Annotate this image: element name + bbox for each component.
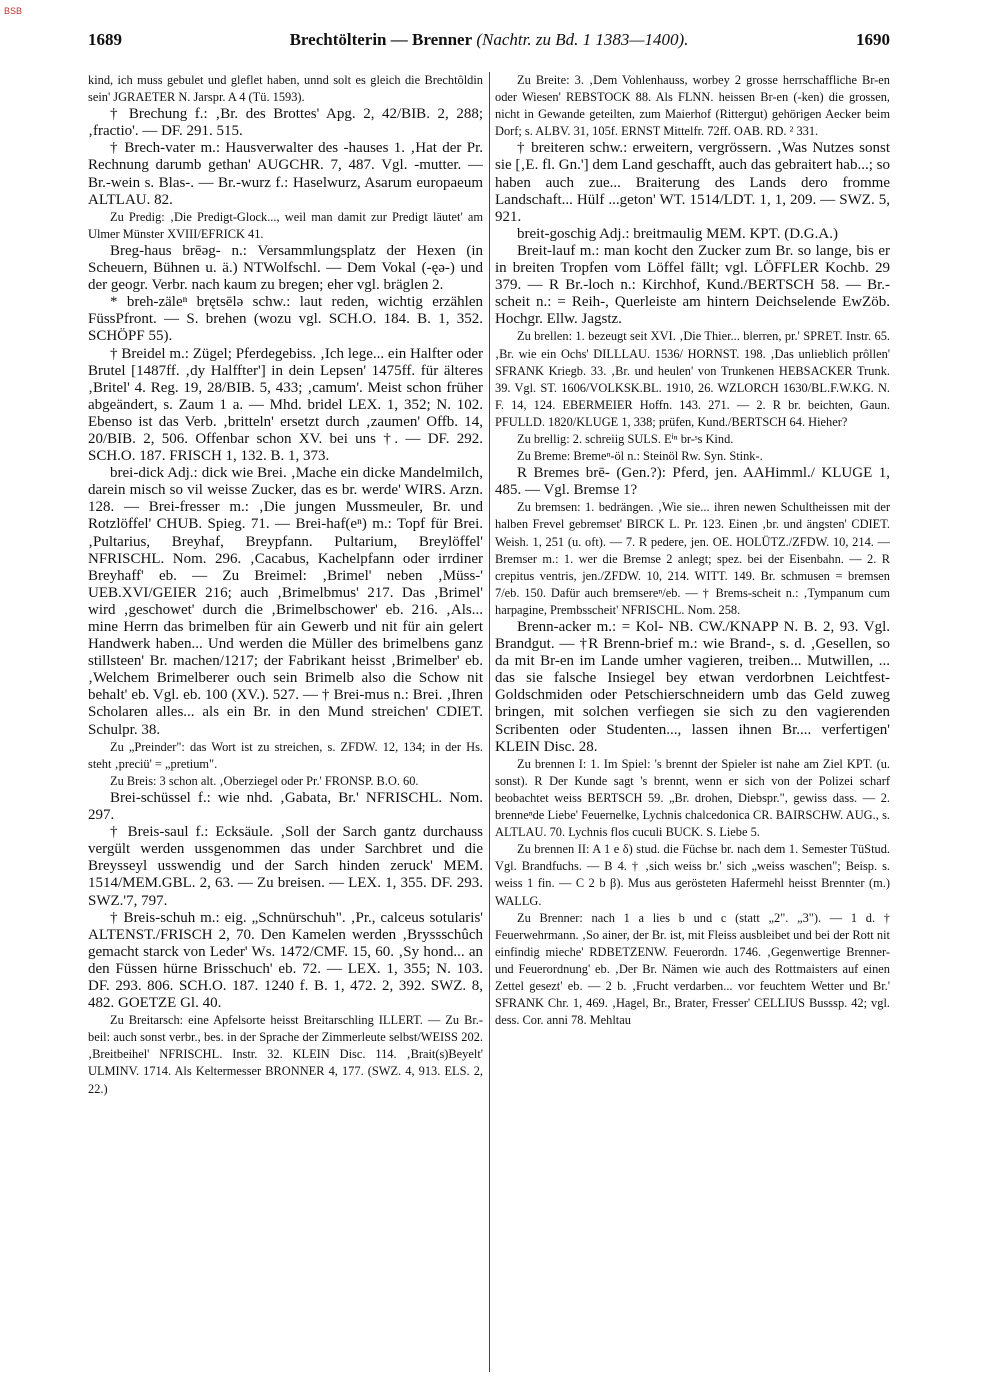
dictionary-entry: Zu brellen: 1. bezeugt seit XVI. ‚Die Thier... blerren, pr.' SPRET. Instr. 65. ‚Br. wie ein Ochs' DILLLAU. 1536/ HORNST. 198. ‚Das unlieblich prôllen' SFRANK Kriegb. 33. ‚Br. und heulen' von Trunkenen HEBSACKER Trunk. 39. Vgl. ST. 1606/VOLKSK.BL. 1910, 26. WZLORCH 1630/BL.F.W.KG. N. F. 14, 124. EBERMEIER Hoffn. 143. 271. — 2. R br. beichten, Gaun. PFULLD. 1820/KLUGE 1, 338; prüfen, Kund./BERTSCH 64. Hieher? <box>495 329 890 429</box>
dictionary-entry: Zu Breite: 3. ‚Dem Vohlenhauss, worbey 2 grosse herrschaffliche Br-en oder Wiesen' REBSTOCK 88. Als FLNN. heissen Br-en (-ken) die grossen, nicht in Gewande geteilten, zum Maierhof (Rittergut) gehörigen Aecker beim Dorf; s. ALBV. 31, 105f. ERNST Mittelfr. 72ff. OAB. RD. ² 331. <box>495 73 890 139</box>
dictionary-entry: kind, ich muss gebulet und gleflet haben, unnd solt es gleich die Brechtôldin sein' JGRAETER N. Jarspr. A 4 (Tü. 1593). <box>88 73 483 105</box>
dictionary-entry: † Brech-vater m.: Hausverwalter des -hauses 1. ‚Hat der Pr. Rechnung darumb gethan' AUGCHR. 7, 487. Vgl. -mutter. — Br.-wein s. Blas-. — Br.-wurz f.: Haselwurz, Asarum europaeum ALTLAU. 82. <box>88 140 483 208</box>
dictionary-entry: Zu Breis: 3 schon alt. ‚Oberziegel oder Pr.' FRONSP. B.O. 60. <box>110 773 419 788</box>
page-number-right: 1690 <box>856 30 890 49</box>
dictionary-entry: * breh-zäleⁿ brętsēlə schw.: laut reden, wichtig erzählen FüssPfront. — S. brehen (wozu vgl. SCH.O. 184. B. 1, 352. SCHÖPF 55). <box>88 294 483 345</box>
library-watermark: BSB <box>4 6 23 16</box>
dictionary-entry: breit-goschig Adj.: breitmaulig MEM. KPT. (D.G.A.) <box>517 225 838 242</box>
dictionary-entry: † breiteren schw.: erweitern, vergrössern. ‚Was Nutzes sonst sie [‚E. fl. Gn.'] dem Land geschafft, auch das gebraitert hab...; so haben auch zue... Braiterung des Lands dero fromme Landschaft... Hülf ...geton' WT. 1514/LDT. 1, 1, 209. — SWZ. 5, 921. <box>495 140 890 225</box>
dictionary-entry: † Brechung f.: ‚Br. des Brottes' Apg. 2, 42/BIB. 2, 288; ‚fractio'. — DF. 291. 515. <box>88 106 483 140</box>
left-column <box>88 72 483 1387</box>
dictionary-entry: Brenn-acker m.: = Kol- NB. CW./KNAPP N. B. 2, 93. Vgl. Brandgut. — †R Brenn-brief m.: wie Brand-, s. d. ‚Gesellen, so da mit Br-en im Lande umher vagieren, treiben... Mutwillen, ... das sie falsche Insiegel bey etwan verdorbnen Leichtfest-Goldschmiden oder Petschierschneidern umb das Geld zuweg bringen, mit solchen verfiegen sie sich zu den vagierenden Scribenten oder Studenten..., lassen ihnen Br.... verfertigen' KLEIN Disc. 28. <box>495 619 890 755</box>
dictionary-entry: † Breis-saul f.: Ecksäule. ‚Soll der Sarch gantz durchauss vergült werden ussgenommen das under Sarchbret und die Breysseyl usswendig und der Sarch hinden zeruck' MEM. 1514/MEM.GBL. 2, 63. — Zu breisen. — LEX. 1, 355. DF. 293. SWZ.'7, 797. <box>88 824 483 909</box>
dictionary-entry: brei-dick Adj.: dick wie Brei. ‚Mache ein dicke Mandelmilch, darein misch so vil weisse Zucker, das es br. werde' WIRS. Arzn. 128. — Brei-fresser m.: ‚Die jungen Mussmeuler, Br. und Rotzlöffel' CHUB. Spieg. 71. — Brei-haf(eⁿ) m.: Topf für Brei. ‚Pultarius, Breyhaf, Breypfann. Pultarium, Breylöffel' NFRISCHL. Nom. 296. ‚Cacabus, Kachelpfann oder irrdiner Breyhaff' eb. — Zu Breimel: ‚Brimel' neben ‚Müss-' UEB.XVI/GEIER 216; auch ‚Brimelbmus' 217. Das ‚Brimel' wird ‚geschowet' durch die ‚Brimelbschower' eb. 216. ‚Als... mine Herrn das brimelben für ain Gewerb und nit für ain gelert Handwerk haben... Und werden die Müller des brimelbens ganz stillsteen' Br. machen/1217; der Fabrikant heisst ‚Brimelber' eb. ‚Welchem Brimelberer ouch sein Brimelb also die Schow nit behalt' eb. Vgl. eb. 100 (XV.). 527. — † Brei-mus n.: Brei. ‚Ihren Scholaren alles... als ein Br. in den Mund streichen' CDIET. Schulpr. 38. <box>88 465 483 738</box>
dictionary-entry: Zu brellig: 2. schreiig SULS. Eⁱⁿ br-ˢs Kind. <box>517 431 734 446</box>
dictionary-entry: Zu Predig: ‚Die Predigt-Glock..., weil man damit zur Predigt läutet' am Ulmer Münster XVIII/EFRICK 41. <box>88 209 483 241</box>
dictionary-entry: Zu „Preinder": das Wort ist zu streichen, s. ZFDW. 12, 134; in der Hs. steht ‚preciü' = „pretium". <box>88 739 483 771</box>
dictionary-entry: Brei-schüssel f.: wie nhd. ‚Gabata, Br.' NFRISCHL. Nom. 297. <box>88 789 483 824</box>
dictionary-entry: † Breidel m.: Zügel; Pferdegebiss. ‚Ich lege... ein Halfter oder Brutel [1487ff. ‚dy Halffter'] in dein Lepsen' 1475ff. für älteres ‚Britel' 4. Reg. 19, 28/BIB. 5, 433; ‚camum'. Meist schon früher abgeändert, s. Zaum 1 a. — Mhd. bridel LEX. 1, 352; N. 102. Ebenso ist das Verb. ‚britteln' ersetzt durch ‚zaumen' Offb. 14, 20/BIB. 2, 506. Offenbar schon XV. bei uns †. — DF. 292. SCH.O. 187. FRISCH 1, 132. B. 1, 373. <box>88 345 483 465</box>
dictionary-entry: Zu bremsen: 1. bedrängen. ‚Wie sie... ihren newen Schultheissen mit der halben Frevel gebremset' BIRCK L. Pr. 123. Einen ‚br. und ängsten' CDIET. Weish. 1, 251 (u. oft). — 7. R pedere, jen. OE. HOLÜTZ./ZFDW. 10, 214. — Bremser m.: 1. wer die Bremse 2 anlegt; spez. bei der Eisenbahn. — 2. R crepitus ventris, jen./ZFDW. 10, 214. WITT. 149. Br. schmusen = bremsen 7/eb. 150. Dafür auch bremsereⁿ/eb. — † Brems-scheit n.: ‚Tympanum cum harpagine, Prembsscheit' NFRISCHL. Nom. 258. <box>495 500 890 617</box>
supplement-note: (Nachtr. zu Bd. 1 1383—1400). <box>476 30 689 49</box>
dictionary-entry: Zu brennen I: 1. Im Spiel: 's brennt der Spieler ist nahe am Ziel KPT. (u. sonst). R Der Kunde sagt 's brennt, wenn er sich von der Polizei scharf beobachtet weiss BERTSCH 59. „Br. drohen, Diebspr.", gewiss dass. — 2. brenneⁿde Liebe' Feuernelke, Lychnis chalcedonica CR. BAIRSCHW. AUG., s. ALTLAU. 70. Lychnis flos cuculi BUCK. S. Liebe 5. <box>495 756 890 840</box>
dictionary-entry: Breg-haus brēəg- n.: Versammlungsplatz der Hexen (in Scheuern, Bühnen u. ä.) NTWolfschl. — Dem Vokal (-ęə-) und der geogr. Verbr. nach kaum zu bregen; eher vgl. bräglen 2. <box>88 242 483 294</box>
dictionary-entry: Breit-lauf m.: man kocht den Zucker zum Br. so lange, bis er in breiten Tropfen vom Löffel fällt; vgl. LÖFFLER Kochb. 29 379. — R Br.-loch n.: Kirchhof, Kund./BERTSCH 58. — Br.-scheit n.: = Reih-, Querleiste am hintern Deichselende EwZöb. Hochgr. Ellw. Jagstz. <box>495 242 890 328</box>
page-header <box>88 30 890 58</box>
dictionary-entry: Zu brennen II: A 1 e δ) stud. die Füchse br. nach dem 1. Semester TüStud. Vgl. Brandfuchs. — B 4. † ‚sich weiss br.' sich „weiss waschen"; Beisp. s. weiss 1 fin. — C 2 b β). Mus aus gerösteten Hafermehl heisst Brennter (m.) WALLG. <box>495 842 890 908</box>
column-divider <box>489 72 490 1372</box>
page-number-left: 1689 <box>88 30 122 49</box>
dictionary-entry: Zu Breitarsch: eine Apfelsorte heisst Breitarschling ILLERT. — Zu Br.-beil: auch sonst verbr., bes. in der Sprache der Zimmerleute selbst/WEISS 202. ‚Breitbeihel' NFRISCHL. Instr. 32. KLEIN Disc. 114. ‚Brait(s)Beyelt' ULMINV. 1714. Als Keltermesser BRONNER 4, 177. (SWZ. 4, 913. ELS. 2, 22.) <box>88 1013 483 1096</box>
headword-range: Brechtölterin — Brenner <box>289 30 473 49</box>
dictionary-entry: Zu Brenner: nach 1 a lies b und c (statt „2". „3"). — 1 d. † Feuerwehrmann. ‚So ainer, der Br. ist, mit Fleiss ausbleibet und bei der Rott nit einfindig mieche' RDBETZENW. Feuerordn. 1746. ‚Gegenwertige Brenner- und Feuerordnung' eb. ‚Der Br. Nämen wie auch des Rottmaisters auf einen Zettel gesezt' eb. — 2 b. ‚Frucht verdarben... vor feuchtem Wetter und Br.' SFRANK Chr. 1, 469. ‚Hagel, Br., Brater, Fresser' CELLIUS Busssp. 42; vgl. dess. Cor. anni 78. Mehltau <box>495 910 890 1028</box>
right-column <box>495 72 890 1387</box>
dictionary-entry: Zu Breme: Bremeⁿ-öl n.: Steinöl Rw. Syn. Stink-. <box>517 449 763 464</box>
running-title <box>88 30 890 50</box>
dictionary-entry: † Breis-schuh m.: eig. „Schnürschuh". ‚Pr., calceus sotularis' ALTENST./FRISCH 2, 70. Den Kamelen werden ‚Bryssschûch gemacht starck von Leder' Ws. 1472/CMF. 15, 60. ‚Sy hond... an den Füssen hürne Brisschuch' eb. 72. — LEX. 1, 355; N. 103. DF. 293. 806. SCH.O. 187. 1240 f. B. 1, 472. 2, 392. SWZ. 8, 482. GOETZE Gl. 40. <box>88 909 483 1012</box>
dictionary-entry: R Bremes brē- (Gen.?): Pferd, jen. AAHimml./ KLUGE 1, 485. — Vgl. Bremse 1? <box>495 465 890 499</box>
